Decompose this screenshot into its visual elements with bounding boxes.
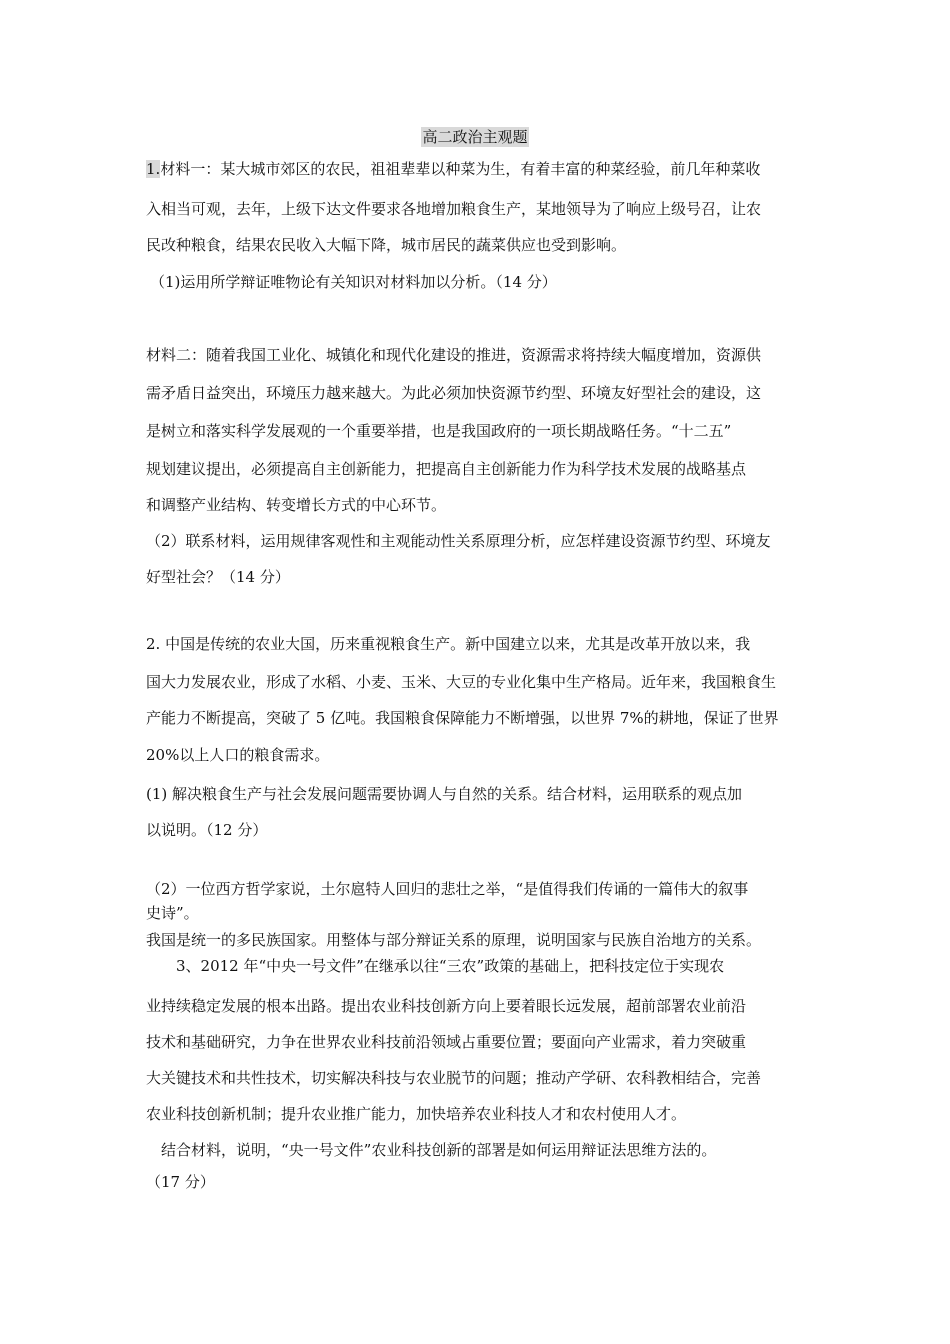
q1-sub-question-2-line-2: 好型社会？（14 分） (146, 568, 290, 586)
q1-sub-question-1: （1)运用所学辩证唯物论有关知识对材料加以分析。（14 分） (150, 273, 557, 291)
q2-sub-question-2-line-2: 史诗”。 (146, 904, 199, 922)
q1-material-2-line-2: 需矛盾日益突出，环境压力越来越大。为此必须加快资源节约型、环境友好型社会的建设，这 (146, 384, 762, 402)
q1-line-1: 1.材料一：某大城市郊区的农民，祖祖辈辈以种菜为生，有着丰富的种菜经验，前几年种菜收 (146, 160, 761, 178)
q2-line-3: 产能力不断提高，突破了 5 亿吨。我国粮食保障能力不断增强，以世界 7%的耕地，保证了世界 (146, 709, 779, 727)
q2-sub-question-1-line-2: 以说明。（12 分） (146, 821, 268, 839)
q1-sub-question-2-line-1: （2）联系材料，运用规律客观性和主观能动性关系原理分析，应怎样建设资源节约型、环境友 (146, 532, 771, 550)
q3-line-3: 技术和基础研究，力争在世界农业科技前沿领域占重要位置；要面向产业需求，着力突破重 (146, 1033, 747, 1051)
q3-line-1: 3、2012 年“中央一号文件”在继承以往“三农”政策的基础上，把科技定位于实现农 (146, 957, 725, 975)
q2-line-4: 20%以上人口的粮食需求。 (146, 746, 330, 764)
q3-line-5: 农业科技创新机制；提升农业推广能力，加快培养农业科技人才和农村使用人才。 (146, 1105, 687, 1123)
q3-prompt: 结合材料，说明，“央一号文件”农业科技创新的部署是如何运用辩证法思维方法的。 (146, 1141, 717, 1159)
q2-sub-question-2-line-3: 我国是统一的多民族国家。用整体与部分辩证关系的原理，说明国家与民族自治地方的关系。 (146, 931, 762, 949)
q2-line-1: 2. 中国是传统的农业大国，历来重视粮食生产。新中国建立以来，尤其是改革开放以来，我 (146, 635, 751, 653)
q1-number: 1. (146, 160, 161, 178)
page-title: 高二政治主观题 (422, 128, 528, 146)
q2-line-2: 国大力发展农业，形成了水稻、小麦、玉米、大豆的专业化集中生产格局。近年来，我国粮食生 (146, 673, 777, 691)
q1-material-2-line-5: 和调整产业结构、转变增长方式的中心环节。 (146, 496, 447, 514)
q2-sub-question-1-line-1: (1) 解决粮食生产与社会发展问题需要协调人与自然的关系。结合材料，运用联系的观点加 (146, 785, 743, 803)
q1-material-2-line-1: 材料二：随着我国工业化、城镇化和现代化建设的推进，资源需求将持续大幅度增加，资源供 (146, 346, 762, 364)
q1-line-3: 民改种粮食，结果农民收入大幅下降，城市居民的蔬菜供应也受到影响。 (146, 236, 627, 254)
q3-line-4: 大关键技术和共性技术，切实解决科技与农业脱节的问题；推动产学研、农科教相结合，完善 (146, 1069, 762, 1087)
title-container (0, 127, 950, 147)
q1-material-2-line-3: 是树立和落实科学发展观的一个重要举措，也是我国政府的一项长期战略任务。“十二五” (146, 422, 732, 440)
q1-line-2: 入相当可观，去年，上级下达文件要求各地增加粮食生产，某地领导为了响应上级号召，让农 (146, 200, 762, 218)
q3-score: （17 分） (146, 1173, 215, 1191)
q2-sub-question-2-line-1: （2）一位西方哲学家说，土尔扈特人回归的悲壮之举，“是值得我们传诵的一篇伟大的叙事 (146, 880, 749, 898)
q3-line-2: 业持续稳定发展的根本出路。提出农业科技创新方向上要着眼长远发展，超前部署农业前沿 (146, 997, 747, 1015)
q1-material-2-line-4: 规划建议提出，必须提高自主创新能力，把提高自主创新能力作为科学技术发展的战略基点 (146, 460, 747, 478)
